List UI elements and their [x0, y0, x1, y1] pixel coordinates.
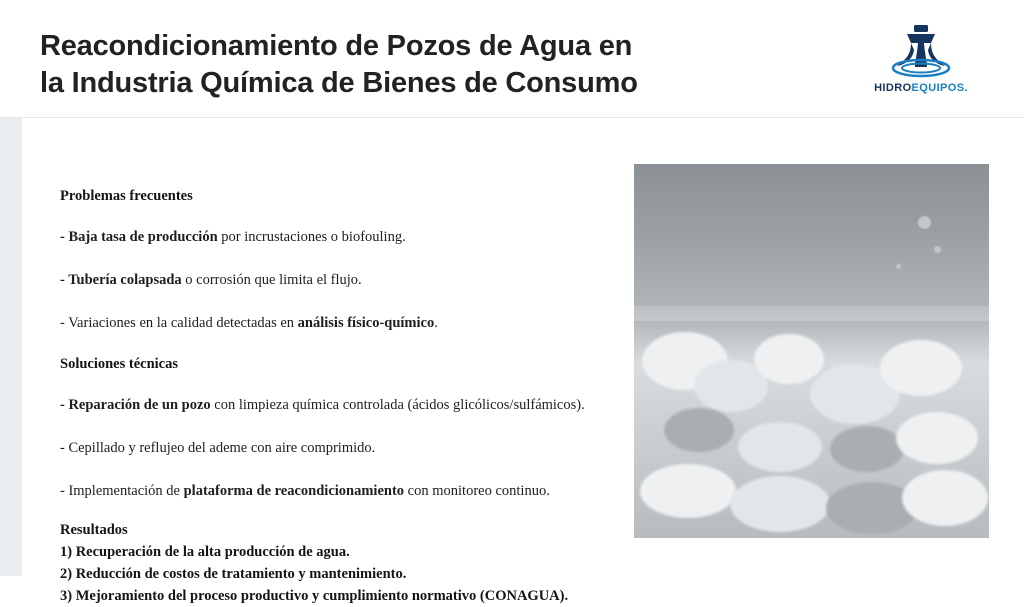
solution-item-1-bold: - Reparación de un pozo: [60, 397, 211, 414]
header-divider: [0, 117, 1024, 118]
result-item-1: 1) Recuperación de la alta producción de agua.: [60, 544, 350, 561]
problem-item-1-rest: por incrustaciones o biofouling.: [217, 229, 406, 245]
results-block: [60, 522, 605, 607]
problem-item-3-bold: análisis físico-químico: [297, 315, 435, 332]
logo-mark-icon: [866, 22, 976, 84]
problem-item-3-pre: - Variaciones en la calidad detectadas en: [60, 315, 298, 332]
problem-item-3: [60, 313, 605, 334]
problem-item-3-rest: .: [434, 315, 438, 332]
page-title: [40, 28, 800, 102]
result-item-3: 3) Mejoramiento del proceso productivo y cumplimiento normativo (CONAGUA).: [60, 588, 569, 605]
photo-foam-blob: [880, 340, 962, 396]
photo-droplet: [934, 246, 941, 253]
solution-item-2: [60, 438, 605, 459]
slide-body: [60, 188, 605, 607]
solution-item-3: [60, 481, 605, 502]
solution-item-3-rest: con monitoreo continuo.: [404, 483, 550, 500]
result-item-2: 2) Reducción de costos de tratamiento y mantenimiento.: [60, 566, 407, 583]
solution-item-3-bold: plataforma de reacondicionamiento: [183, 483, 405, 500]
problems-heading: Problemas frecuentes: [60, 188, 193, 204]
solutions-heading: Soluciones técnicas: [60, 356, 179, 373]
photo-foam-blob: [896, 412, 978, 464]
logo-wordmark: [866, 82, 976, 94]
water-foam-photo: [634, 164, 989, 538]
photo-foam-blob: [738, 422, 822, 472]
solution-item-1-rest: con limpieza química controlada (ácidos glicólicos/sulfámicos).: [210, 397, 585, 414]
problem-item-2-rest: o corrosión que limita el flujo.: [181, 272, 362, 289]
photo-background: [634, 164, 989, 321]
photo-foam-blob: [730, 476, 830, 532]
photo-droplet: [896, 264, 901, 269]
problem-item-1-bold: - Baja tasa de producción: [60, 229, 218, 245]
logo-word-equipos: EQUIPOS.: [911, 82, 968, 94]
solution-item-2-pre: - Cepillado y reflujeo del ademe con aire comprimido.: [60, 440, 376, 457]
problem-item-2: [60, 270, 605, 291]
slide-header: [0, 0, 1024, 118]
problem-item-2-bold: - Tubería colapsada: [60, 272, 182, 289]
problem-item-1: [60, 227, 605, 248]
photo-foam-blob: [830, 426, 904, 472]
title-line-2: la Industria Química de Bienes de Consumo: [40, 67, 638, 100]
photo-foam-blob: [754, 334, 824, 384]
photo-foam-blob: [902, 470, 988, 526]
photo-foam-blob: [640, 464, 736, 518]
solution-item-3-pre: - Implementación de: [60, 483, 184, 500]
logo-word-hidro: HIDRO: [874, 82, 912, 94]
results-heading: Resultados: [60, 522, 128, 539]
title-line-1: Reacondicionamiento de Pozos de Agua en: [40, 30, 633, 62]
photo-foam-blob: [664, 408, 734, 452]
solution-item-1: [60, 395, 605, 416]
hidroequipos-logo: [866, 22, 976, 102]
photo-droplet: [918, 216, 931, 229]
